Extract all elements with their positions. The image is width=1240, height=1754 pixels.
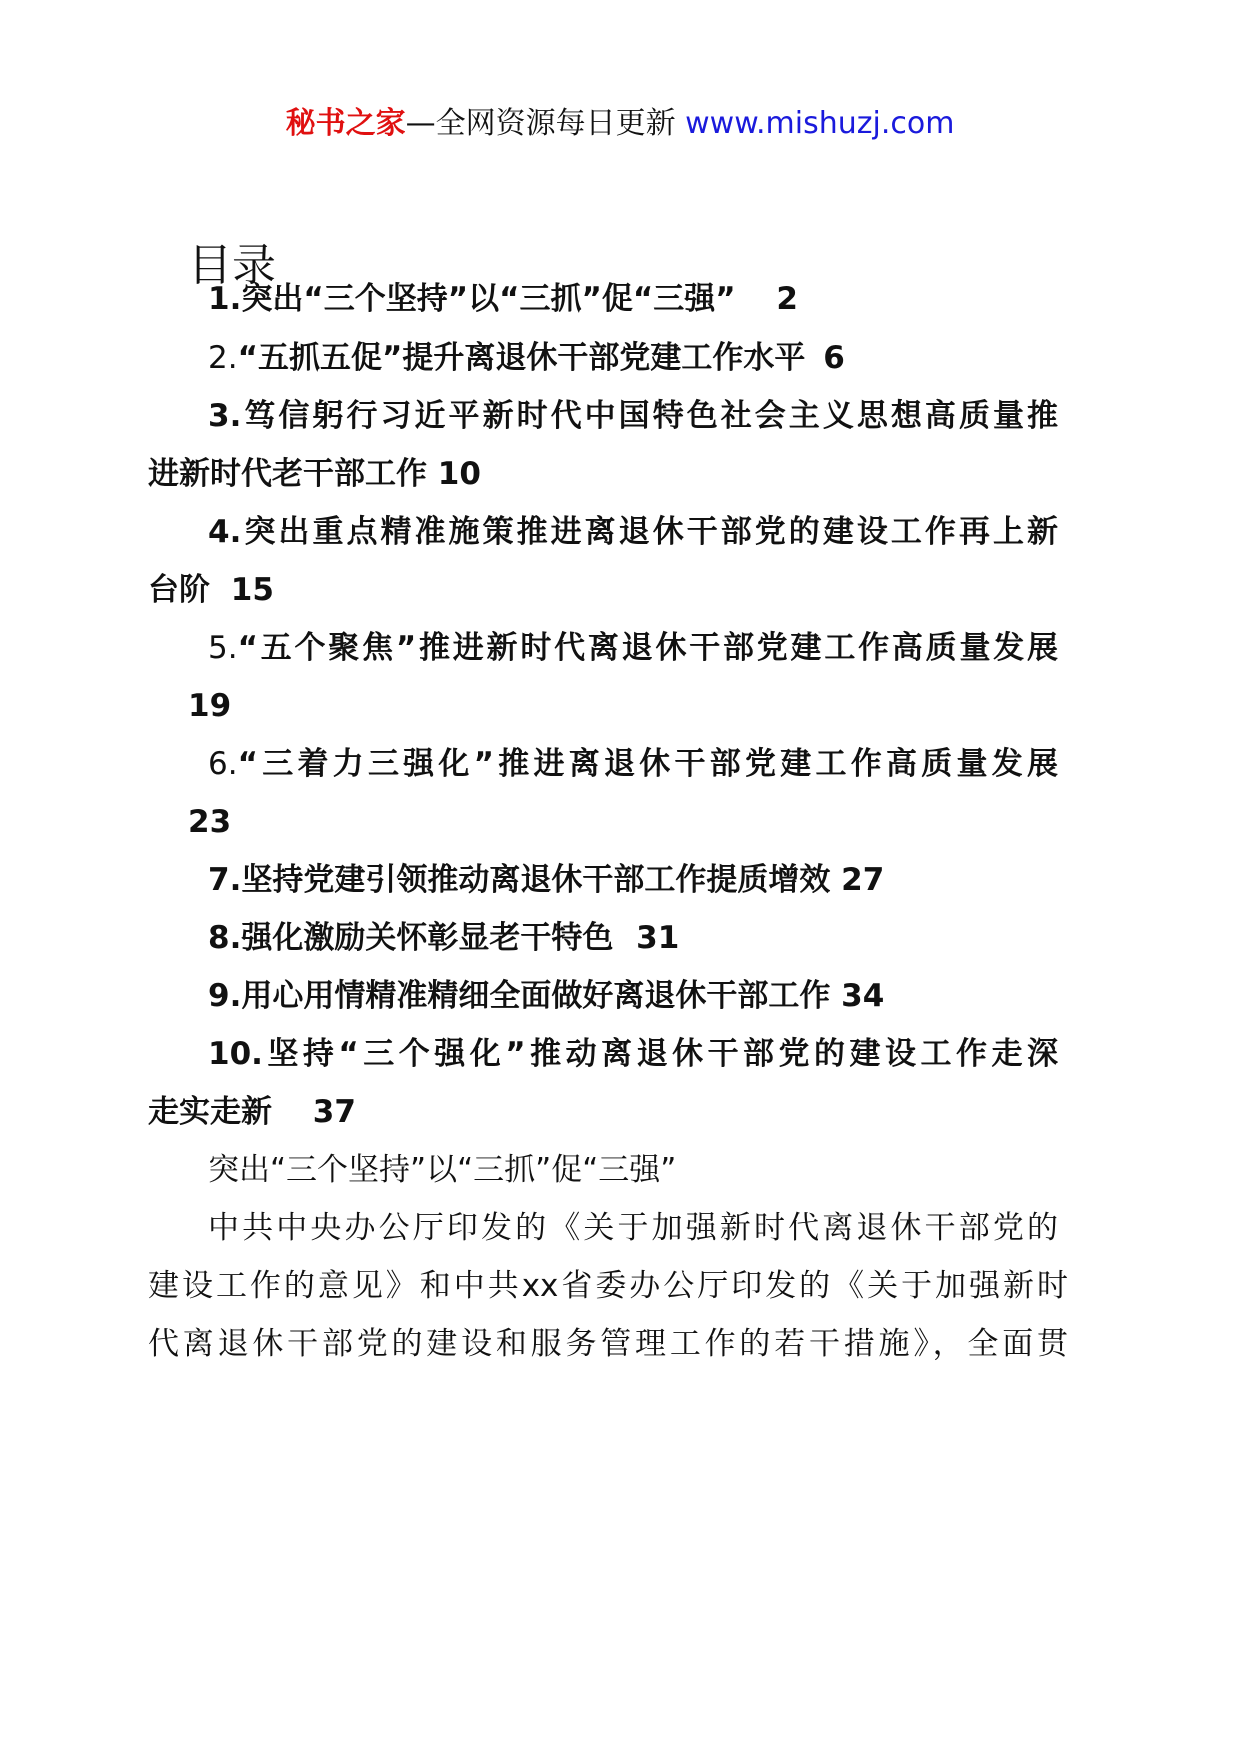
toc-item-page: 34 [841, 978, 885, 1014]
toc-item-page: 10 [437, 456, 481, 492]
toc-item-page: 31 [636, 920, 680, 956]
article-paragraph-line-2: 建设工作的意见》和中共xx省委办公厅印发的《关于加强新时 [148, 1268, 1068, 1304]
toc-item-number: 4. [208, 514, 242, 550]
toc-item-number: 5. [208, 630, 238, 666]
article-paragraph-line-3: 代离退休干部党的建设和服务管理工作的若干措施》，全面贯 [148, 1326, 1068, 1362]
toc-item-page: 19 [188, 688, 232, 724]
toc-item-title: “五个聚焦”推进新时代离退休干部党建工作高质量发展 [237, 630, 1058, 666]
toc-item-2[interactable] [208, 338, 845, 378]
toc-item-6-page-line[interactable] [188, 802, 231, 842]
page-header [0, 104, 1240, 144]
toc-item-title: 用心用情精准精细全面做好离退休干部工作 [241, 978, 831, 1014]
toc-item-4-continued[interactable] [148, 570, 274, 610]
toc-item-title: “五抓五促”提升离退休干部党建工作水平 [237, 340, 806, 376]
article-heading: 突出“三个坚持”以“三抓”促“三强” [208, 1152, 677, 1188]
toc-item-number: 3. [208, 398, 242, 434]
toc-item-4[interactable] [208, 512, 1058, 552]
toc-title: 目录 [188, 240, 276, 291]
toc-item-title: “三着力三强化”推进离退休干部党建工作高质量发展 [237, 746, 1058, 782]
toc-item-6[interactable] [208, 744, 1058, 784]
toc-item-number: 2. [208, 340, 238, 376]
toc-item-page: 2 [776, 281, 798, 317]
toc-item-title: 坚持党建引领推动离退休干部工作提质增效 [241, 862, 831, 898]
toc-item-8[interactable] [208, 918, 679, 958]
toc-item-number: 9. [208, 978, 242, 1014]
toc-item-1[interactable] [208, 279, 798, 319]
header-tagline: —全网资源每日更新 [405, 106, 676, 141]
toc-item-title-line1: 突出重点精准施策推进离退休干部党的建设工作再上新 [241, 514, 1058, 550]
toc-item-page: 15 [230, 572, 274, 608]
toc-item-number: 8. [208, 920, 242, 956]
toc-item-3[interactable] [208, 396, 1058, 436]
toc-item-page: 6 [823, 340, 845, 376]
toc-item-title: 强化激励关怀彰显老干特色 [241, 920, 614, 956]
toc-item-page: 23 [188, 804, 232, 840]
toc-item-7[interactable] [208, 860, 884, 900]
toc-item-title-line1: 坚持“三个强化”推动离退休干部党的建设工作走深 [262, 1036, 1058, 1072]
toc-item-number: 10. [208, 1036, 263, 1072]
toc-item-number: 7. [208, 862, 242, 898]
toc-item-title: 突出“三个坚持”以“三抓”促“三强” [241, 281, 736, 317]
toc-item-5[interactable] [208, 628, 1058, 668]
toc-item-5-page-line[interactable] [188, 686, 231, 726]
brand-name: 秘书之家 [285, 106, 406, 141]
toc-item-title-line2: 台阶 [148, 572, 210, 608]
toc-item-number: 1. [208, 281, 242, 317]
website-link[interactable]: www.mishuzj.com [685, 106, 955, 141]
toc-item-3-continued[interactable] [148, 454, 481, 494]
toc-item-number: 6. [208, 746, 238, 782]
toc-item-title-line2: 走实走新 [148, 1094, 272, 1130]
toc-item-title-line1: 笃信躬行习近平新时代中国特色社会主义思想高质量推 [241, 398, 1058, 434]
toc-item-9[interactable] [208, 976, 884, 1016]
toc-item-10-continued[interactable] [148, 1092, 356, 1132]
toc-item-10[interactable] [208, 1034, 1058, 1074]
toc-item-title-line2: 进新时代老干部工作 [148, 456, 427, 492]
article-paragraph-line-1: 中共中央办公厅印发的《关于加强新时代离退休干部党的 [208, 1210, 1058, 1246]
toc-item-page: 27 [841, 862, 885, 898]
toc-item-page: 37 [312, 1094, 356, 1130]
